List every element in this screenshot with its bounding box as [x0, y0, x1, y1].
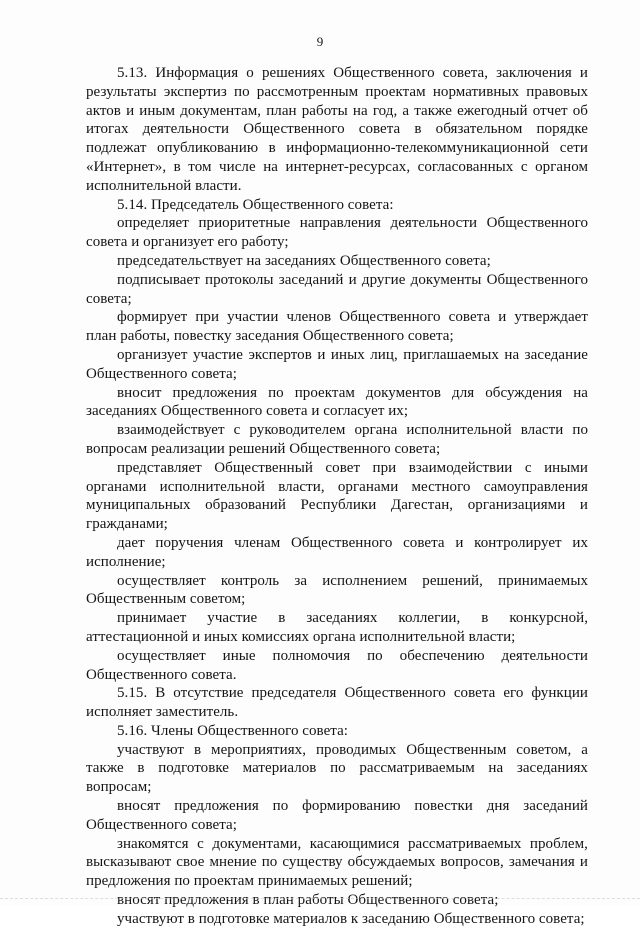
page-number: 9	[316, 34, 324, 49]
scan-edge-divider	[0, 898, 640, 903]
list-item: формирует при участии членов Общественного совета и утверждает план работы, повестку заседания Общественного совета;	[86, 309, 588, 345]
list-item: участвуют в мероприятиях, проводимых Общественным советом, а также в подготовке материалов по рассматриваемым на заседаниях вопросам;	[86, 741, 588, 796]
list-item: подписывает протоколы заседаний и другие документы Общественного совета;	[86, 271, 588, 307]
document-body	[86, 64, 588, 929]
paragraph-5-14-heading: 5.14. Председатель Общественного совета:	[117, 196, 394, 213]
paragraph-5-16-heading: 5.16. Члены Общественного совета:	[117, 722, 349, 739]
paragraph-5-13: 5.13. Информация о решениях Общественного совета, заключения и результаты экспертиз по рассмотренным проектам нормативных правовых актов и иным документам, план работы на год, а также ежегодный отчет об итогах деятельности Общественного совета в обязательном порядке подлежат опубликованию в информационно-телекоммуникационной сети «Интернет», в том числе на интернет-ресурсах, согласованных с органом исполнительной власти.	[86, 65, 588, 194]
list-item: дает поручения членам Общественного совета и контролирует их исполнение;	[86, 534, 588, 570]
list-item: представляет Общественный совет при взаимодействии с иными органами исполнительной власти, органами местного самоуправления муниципальных образований Республики Дагестан, организациями и гражданами;	[86, 459, 588, 533]
list-item: вносят предложения по формированию повестки дня заседаний Общественного совета;	[86, 798, 588, 833]
paragraph-5-15: 5.15. В отсутствие председателя Общественного совета его функции исполняет заместитель.	[86, 685, 588, 721]
list-item: принимает участие в заседаниях коллегии, в конкурсной, аттестационной и иных комиссиях органа исполнительной власти;	[86, 610, 588, 645]
list-item: осуществляет контроль за исполнением решений, принимаемых Общественным советом;	[86, 572, 588, 608]
list-item: вносят предложения в план работы Общественного совета;	[117, 892, 499, 909]
list-item: определяет приоритетные направления деятельности Общественного совета и организует его работу;	[86, 215, 588, 251]
list-item: взаимодействует с руководителем органа исполнительной власти по вопросам реализации решений Общественного совета;	[86, 422, 588, 457]
list-item: организует участие экспертов и иных лиц, приглашаемых на заседание Общественного совета;	[86, 346, 588, 382]
list-item: председательствует на заседаниях Общественного совета;	[117, 252, 491, 269]
list-item: вносит предложения по проектам документов для обсуждения на заседаниях Общественного совета и согласует их;	[86, 384, 588, 420]
list-item: знакомятся с документами, касающимися рассматриваемых проблем, высказывают свое мнение по существу обсуждаемых вопросов, замечания и предложения по проектам принимаемых решений;	[86, 835, 588, 890]
list-item: участвуют в подготовке материалов к заседанию Общественного совета;	[117, 910, 585, 927]
list-item: осуществляет иные полномочия по обеспечению деятельности Общественного совета.	[86, 647, 588, 683]
